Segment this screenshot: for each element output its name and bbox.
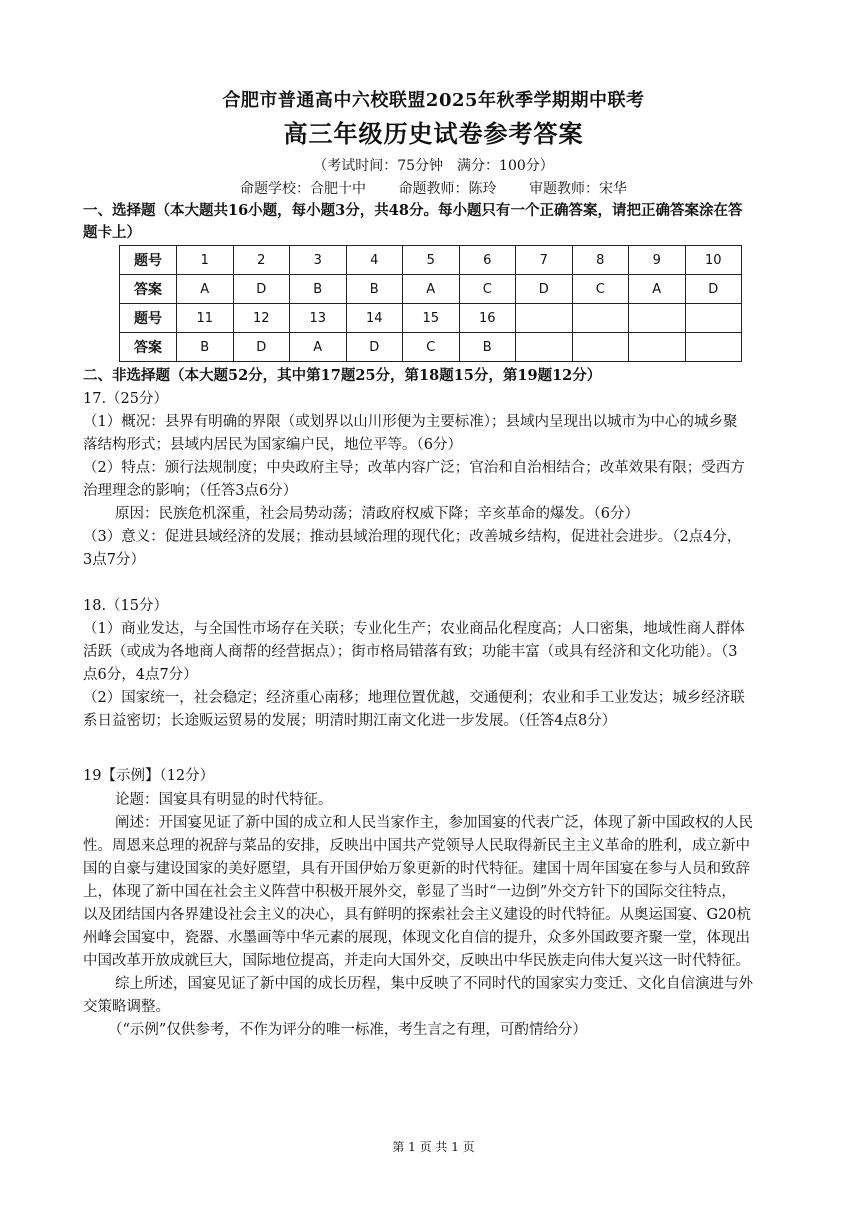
table-cell: C (572, 275, 629, 304)
table-cell: 9 (629, 246, 686, 275)
reviewer: 审题教师：宋华 (528, 181, 627, 197)
table-cell: 1 (177, 246, 234, 275)
table-cell: D (685, 275, 742, 304)
row-label: 答案 (120, 275, 177, 304)
q18-line: 点6分，4点7分） (83, 667, 198, 683)
q18-head: 18.（15分） (83, 598, 169, 614)
table-cell: 11 (177, 304, 234, 333)
q19-line: 中国改革开放成就巨大，国际地位提高，并走向大国外交，反映出中华民族走向伟大复兴这一时代特征。 (83, 953, 750, 969)
table-cell: A (177, 275, 234, 304)
answer-table (119, 245, 742, 362)
table-cell: 15 (403, 304, 460, 333)
table-cell: 13 (290, 304, 347, 333)
page-number: 第 1 页 共 1 页 (392, 1140, 475, 1154)
row-label: 题号 (120, 246, 177, 275)
table-row (120, 333, 742, 362)
q19-note: （“示例”仅供参考，不作为评分的唯一标准，考生言之有理，可酌情给分） (108, 1022, 587, 1038)
q19-line: 综上所述，国宴见证了新中国的成长历程，集中反映了不同时代的国家实力变迁、文化自信演进与外 (115, 976, 753, 992)
exam-info: （考试时间：75分钟 满分：100分） (313, 158, 554, 174)
q19-line: 性。周恩来总理的祝辞与菜品的安排，反映出中国共产党领导人民取得新民主主义革命的胜利，成立新中 (83, 838, 750, 854)
table-cell: B (346, 275, 403, 304)
q18-line: 活跃（或成为各地商人商帮的经营据点）；街市格局错落有致；功能丰富（或具有经济和文化功能）。（3 (83, 644, 738, 660)
teacher: 命题教师：陈玲 (398, 181, 497, 197)
q17-line: 治理理念的影响；（任答3点6分） (83, 483, 298, 499)
q19-line: 阐述：开国宴见证了新中国的成立和人民当家作主，参加国宴的代表广泛，体现了新中国政权的人民 (115, 815, 753, 831)
table-cell (572, 304, 629, 333)
table-cell: D (516, 275, 573, 304)
table-cell (629, 304, 686, 333)
table-cell: 2 (233, 246, 290, 275)
table-cell: A (403, 275, 460, 304)
table-cell (516, 304, 573, 333)
table-cell: D (233, 275, 290, 304)
row-label: 题号 (120, 304, 177, 333)
table-cell: 5 (403, 246, 460, 275)
q19-line: 论题：国宴具有明显的时代特征。 (115, 792, 333, 808)
q17-line: （3）意义：促进县域经济的发展；推动县域治理的现代化；改善城乡结构，促进社会进步。（2点4分， (83, 529, 742, 545)
table-cell: 3 (290, 246, 347, 275)
authors-line (0, 178, 867, 198)
table-cell: B (177, 333, 234, 362)
table-cell (685, 304, 742, 333)
table-cell: 16 (459, 304, 516, 333)
school: 命题学校：合肥十中 (240, 181, 367, 197)
table-cell (685, 333, 742, 362)
table-cell: 12 (233, 304, 290, 333)
table-cell: 4 (346, 246, 403, 275)
table-cell: C (403, 333, 460, 362)
q18-line: 系日益密切；长途贩运贸易的发展；明清时期江南文化进一步发展。（任答4点8分） (83, 713, 617, 729)
q19-head: 19【示例】（12分） (83, 768, 215, 784)
q18-line: （2）国家统一，社会稳定；经济重心南移；地理位置优越，交通便利；农业和手工业发达；城乡经济联 (83, 690, 745, 706)
q19-line: 交策略调整。 (83, 999, 170, 1015)
table-cell: 14 (346, 304, 403, 333)
table-cell: D (346, 333, 403, 362)
table-row (120, 246, 742, 275)
table-cell: 7 (516, 246, 573, 275)
section1-title: 一、选择题（本大题共16小题，每小题3分，共48分。每小题只有一个正确答案，请把正确答案涂在答 (83, 202, 743, 219)
q17-line: （1）概况：县界有明确的界限（或划界以山川形便为主要标准）；县域内呈现出以城市为中心的城乡聚 (83, 414, 738, 430)
q17-line: 3点7分） (83, 552, 145, 568)
table-cell (629, 333, 686, 362)
q17-line: 落结构形式；县域内居民为国家编户民，地位平等。（6分） (83, 437, 462, 453)
table-cell: 6 (459, 246, 516, 275)
table-cell (572, 333, 629, 362)
q19-line: 以及团结国内各界建设社会主义的决心，具有鲜明的探索社会主义建设的时代特征。从奥运国宴、G20杭 (83, 907, 752, 923)
table-cell: A (629, 275, 686, 304)
q17-head: 17.（25分） (83, 391, 169, 407)
table-cell (516, 333, 573, 362)
q17-line: 原因：民族危机深重，社会局势动荡；清政府权威下降；辛亥革命的爆发。（6分） (115, 506, 639, 522)
table-row (120, 304, 742, 333)
q18-line: （1）商业发达，与全国性市场存在关联；专业化生产；农业商品化程度高；人口密集，地域性商人群体 (83, 621, 745, 637)
section2-title: 二、非选择题（本大题52分，其中第17题25分，第18题15分，第19题12分） (83, 367, 602, 384)
document-title: 高三年级历史试卷参考答案 (283, 119, 584, 148)
q19-line: 上，体现了新中国在社会主义阵营中积极开展外交，彰显了当时“一边倒”外交方针下的国际交往特点， (83, 884, 736, 900)
table-cell: 8 (572, 246, 629, 275)
q19-line: 州峰会国宴中，瓷器、水墨画等中华元素的展现，体现文化自信的提升，众多外国政要齐聚一堂，体现出 (83, 930, 750, 946)
q19-line: 国的自豪与建设国家的美好愿望，具有开国伊始万象更新的时代特征。建国十周年国宴在参与人员和致辞 (83, 861, 750, 877)
table-cell: D (233, 333, 290, 362)
row-label: 答案 (120, 333, 177, 362)
table-row (120, 275, 742, 304)
table-cell: B (290, 275, 347, 304)
table-cell: 10 (685, 246, 742, 275)
table-cell: B (459, 333, 516, 362)
section1-title-cont: 题卡上） (83, 224, 141, 241)
table-cell: A (290, 333, 347, 362)
table-cell: C (459, 275, 516, 304)
q17-line: （2）特点：颁行法规制度；中央政府主导；改革内容广泛；官治和自治相结合；改革效果有限；受西方 (83, 460, 745, 476)
exam-title: 合肥市普通高中六校联盟2025年秋季学期期中联考 (222, 90, 645, 111)
